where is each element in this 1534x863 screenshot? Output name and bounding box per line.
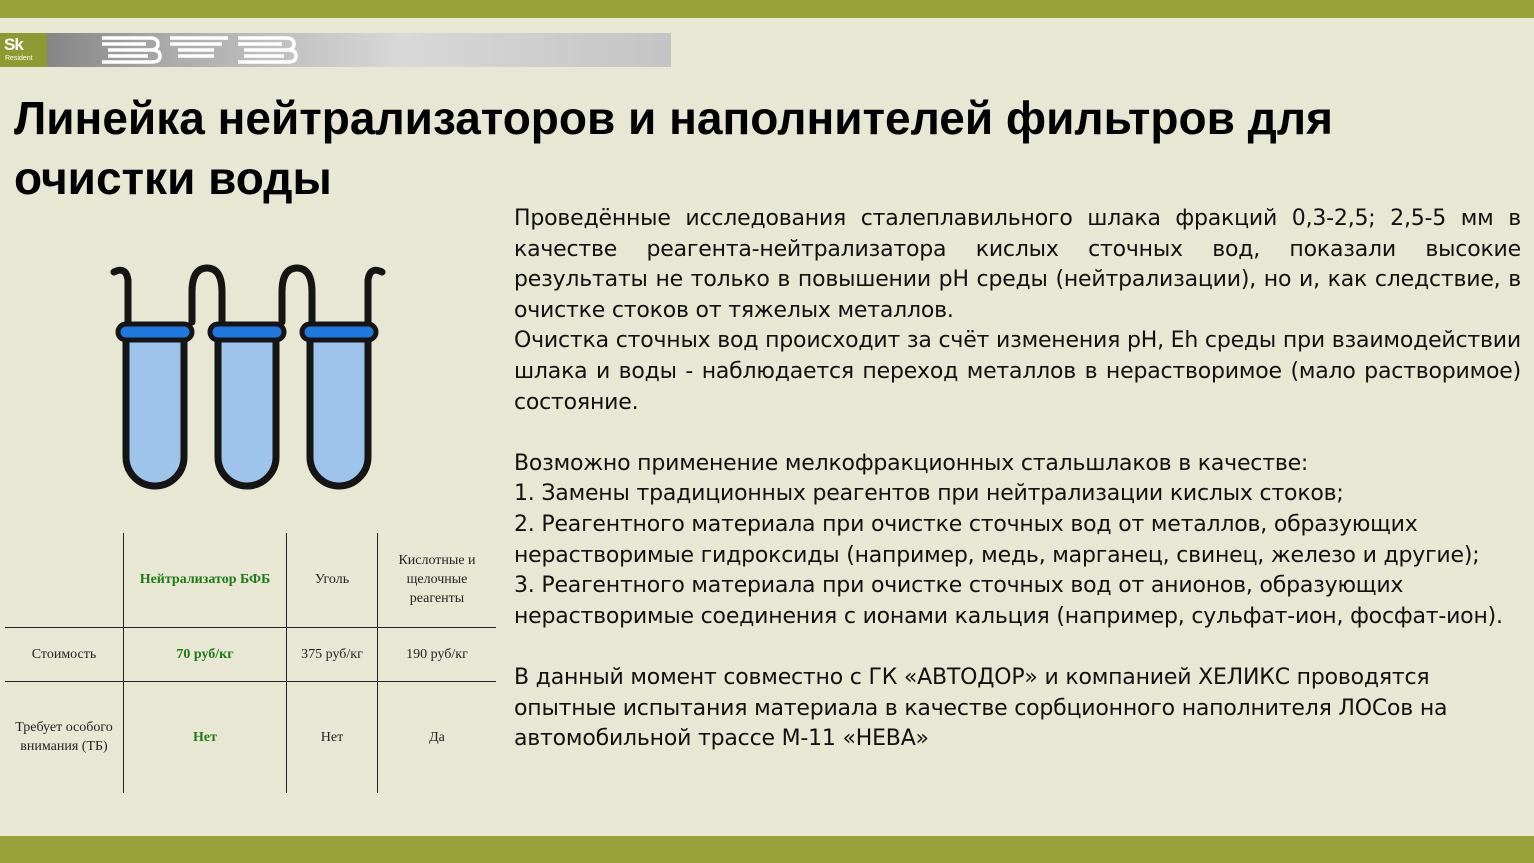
table-row [5,681,496,793]
table-header-row [5,533,496,627]
sk-logo-subtext: Resident [5,55,33,62]
table-cell-label: Стоимость [5,627,124,681]
table-cell-bfb: Нет [124,681,287,793]
table-cell-coal: 375 руб/кг [287,627,378,681]
top-accent-band [0,0,1534,18]
table-cell-reagents: 190 руб/кг [378,627,497,681]
page-title: Линейка нейтрализаторов и наполнителей фильтров для очистки воды [14,92,1333,204]
paragraph-mechanism: Очистка сточных вод происходит за счёт изменения pH, Eh среды при взаимодействии шлака и воды - наблюдается переход металлов в нерастворимое (мало растворимое) состояние. [514,328,1521,415]
comparison-table [5,533,496,793]
test-tubes-icon [104,262,394,502]
table-cell-reagents: Да [378,681,497,793]
paragraph-research: Проведённые исследования сталеплавильного шлака фракций 0,3-2,5; 2,5-5 мм в качестве реагента-нейтрализатора кислых сточных вод, показали высокие результаты не только в повышении pH среды (нейтрализации), но и, как следствие, в очистке стоков от тяжелых металлов. [514,206,1521,323]
sk-logo-text: Sk [4,35,23,54]
sk-resident-logo [0,33,47,67]
table-cell-coal: Нет [287,681,378,793]
table-header-bfb: Нейтрализатор БФБ [124,533,287,627]
bottom-accent-band [0,836,1534,863]
table-cell-label: Требует особого внимания (ТБ) [5,681,124,793]
table-header-coal: Уголь [287,533,378,627]
table-header-empty [5,533,124,627]
paragraph-closing: В данный момент совместно с ГК «АВТОДОР» и компанией ХЕЛИКС проводятся опытные испытания материала в качестве сорбционного наполнителя ЛОСов на автомобильной трассе М-11 «НЕВА» [514,664,1448,752]
table-cell-bfb: 70 руб/кг [124,627,287,681]
list-item: 3. Реагентного материала при очистке сточных вод от анионов, образующих нерастворимые соединения с ионами кальция (например, сульфат-ион, фосфат-ион). [514,573,1503,629]
body-text [514,204,1521,755]
table-header-reagents: Кислотные и щелочные реагенты [378,533,497,627]
bfb-logo [98,33,298,67]
list-item: 1. Замены традиционных реагентов при нейтрализации кислых стоков; [514,481,1344,507]
list-intro: Возможно применение мелкофракционных стальшлаков в качестве: [514,450,1309,476]
table-row [5,627,496,681]
list-item: 2. Реагентного материала при очистке сточных вод от металлов, образующих нерастворимые гидроксиды (например, медь, марганец, свинец, железо и другие); [514,511,1480,568]
